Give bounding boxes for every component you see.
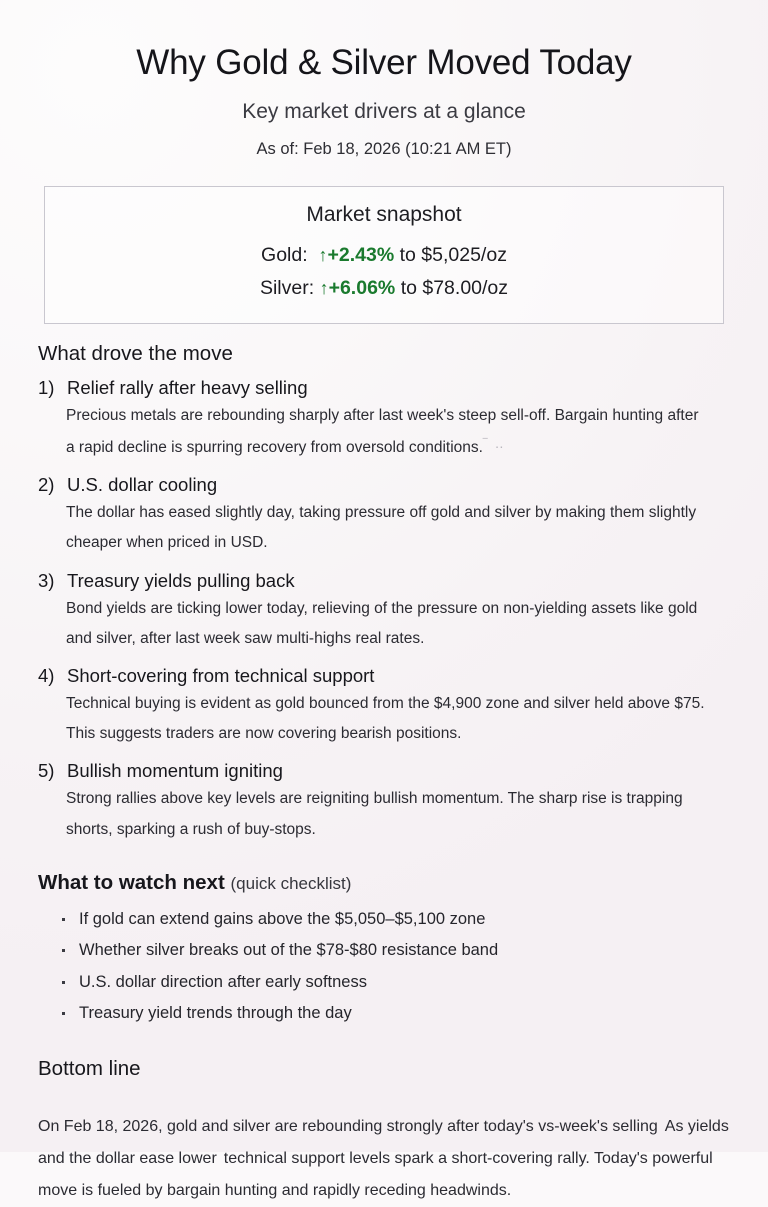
page-title: Why Gold & Silver Moved Today (136, 43, 632, 82)
driver-number: 2) (38, 474, 55, 496)
driver-number: 4) (38, 664, 55, 686)
drivers-list (38, 377, 730, 845)
watch-heading (38, 845, 730, 895)
drivers-section (0, 324, 768, 845)
snapshot-gold-label: Gold: (261, 243, 308, 266)
bullet-icon (62, 1012, 65, 1015)
driver-title: Bullish momentum igniting (67, 760, 283, 782)
driver-title-row (38, 665, 730, 687)
driver-item (38, 474, 730, 558)
snapshot-silver-value: to $78.00/oz (400, 276, 509, 299)
arrow-up-icon: ↑ (318, 244, 328, 265)
driver-title-row (38, 760, 730, 782)
watch-section (0, 845, 768, 1029)
arrow-up-icon: ↑ (319, 277, 329, 298)
as-of-timestamp: As of: Feb 18, 2026 (10:21 AM ET) (256, 139, 512, 158)
driver-item (38, 377, 730, 463)
market-snapshot-title: Market snapshot (306, 202, 462, 226)
watch-item-text: If gold can extend gains above the $5,050–$5,100 zone (79, 909, 486, 928)
driver-number: 3) (38, 569, 55, 591)
watch-item-text: U.S. dollar direction after early softness (79, 972, 367, 991)
driver-number: 5) (38, 760, 55, 782)
snapshot-gold-value: to $5,025/oz (399, 243, 507, 266)
bottom-line-part3: technical support levels spark a short-covering rally. Today's powerful move is fueled by bargain hunting and rapidly receding headwinds. (38, 1150, 713, 1200)
bottom-line-section (0, 1029, 768, 1207)
bullet-icon (62, 981, 65, 984)
driver-body: The dollar has eased slightly day, taking pressure off gold and silver by making them slightly cheaper when priced in USD. (66, 504, 697, 552)
driver-item (38, 760, 730, 844)
watch-item-text: Whether silver breaks out of the $78-$80 resistance band (79, 941, 499, 960)
page-subtitle: Key market drivers at a glance (242, 99, 526, 123)
driver-title-row (38, 377, 730, 399)
snapshot-silver-label: Silver: (259, 276, 315, 299)
render-artifact-glyph: ‾ ‥ (482, 435, 506, 451)
bottom-line-part2: As yields and the dollar ease lower (38, 1118, 729, 1168)
list-item (62, 935, 730, 966)
driver-body: Technical buying is evident as gold bounced from the $4,900 zone and silver held above $75. This suggests traders are now covering bearish positions. (66, 694, 705, 743)
driver-item (38, 665, 730, 749)
driver-body-text: Precious metals are rebounding sharply after last week's steep sell-off. Bargain hunting after a rapid decline is spurring recovery from oversold conditions. (66, 406, 699, 456)
driver-number: 1) (38, 376, 55, 398)
driver-title-row (38, 474, 730, 496)
market-snapshot-panel (44, 186, 724, 324)
snapshot-silver-change: +6.06% (328, 276, 396, 299)
driver-body: Bond yields are ticking lower today, relieving of the pressure on non-yielding assets like gold and silver, after last week saw multi-highs real rates. (66, 599, 698, 647)
driver-title: Relief rally after heavy selling (67, 376, 308, 398)
bottom-line-heading: Bottom line (38, 1057, 141, 1081)
bullet-icon (62, 949, 65, 952)
list-item (62, 998, 730, 1029)
watch-item-text: Treasury yield trends through the day (79, 1003, 352, 1022)
bottom-line-part1: On Feb 18, 2026, gold and silver are rebounding strongly after today's vs-week's selling (38, 1118, 658, 1136)
drivers-heading: What drove the move (38, 341, 233, 365)
driver-title-row (38, 570, 730, 592)
watch-heading-text: What to watch next (38, 870, 225, 894)
driver-body (38, 399, 710, 463)
bottom-line-text (38, 1097, 730, 1207)
driver-title: Short-covering from technical support (67, 664, 375, 686)
bullet-icon (62, 918, 65, 921)
snapshot-gold-change: +2.43% (327, 243, 395, 266)
driver-title: U.S. dollar cooling (67, 474, 218, 496)
snapshot-row-gold (55, 239, 713, 272)
watch-heading-note: (quick checklist) (230, 873, 352, 893)
watch-list (38, 904, 730, 1029)
list-item (62, 904, 730, 935)
driver-title: Treasury yields pulling back (67, 569, 295, 591)
snapshot-row-silver (55, 272, 713, 305)
list-item (62, 967, 730, 998)
driver-body: Strong rallies above key levels are reigniting bullish momentum. The sharp rise is trapping shorts, sparking a rush of buy-stops. (66, 790, 683, 838)
driver-item (38, 570, 730, 654)
